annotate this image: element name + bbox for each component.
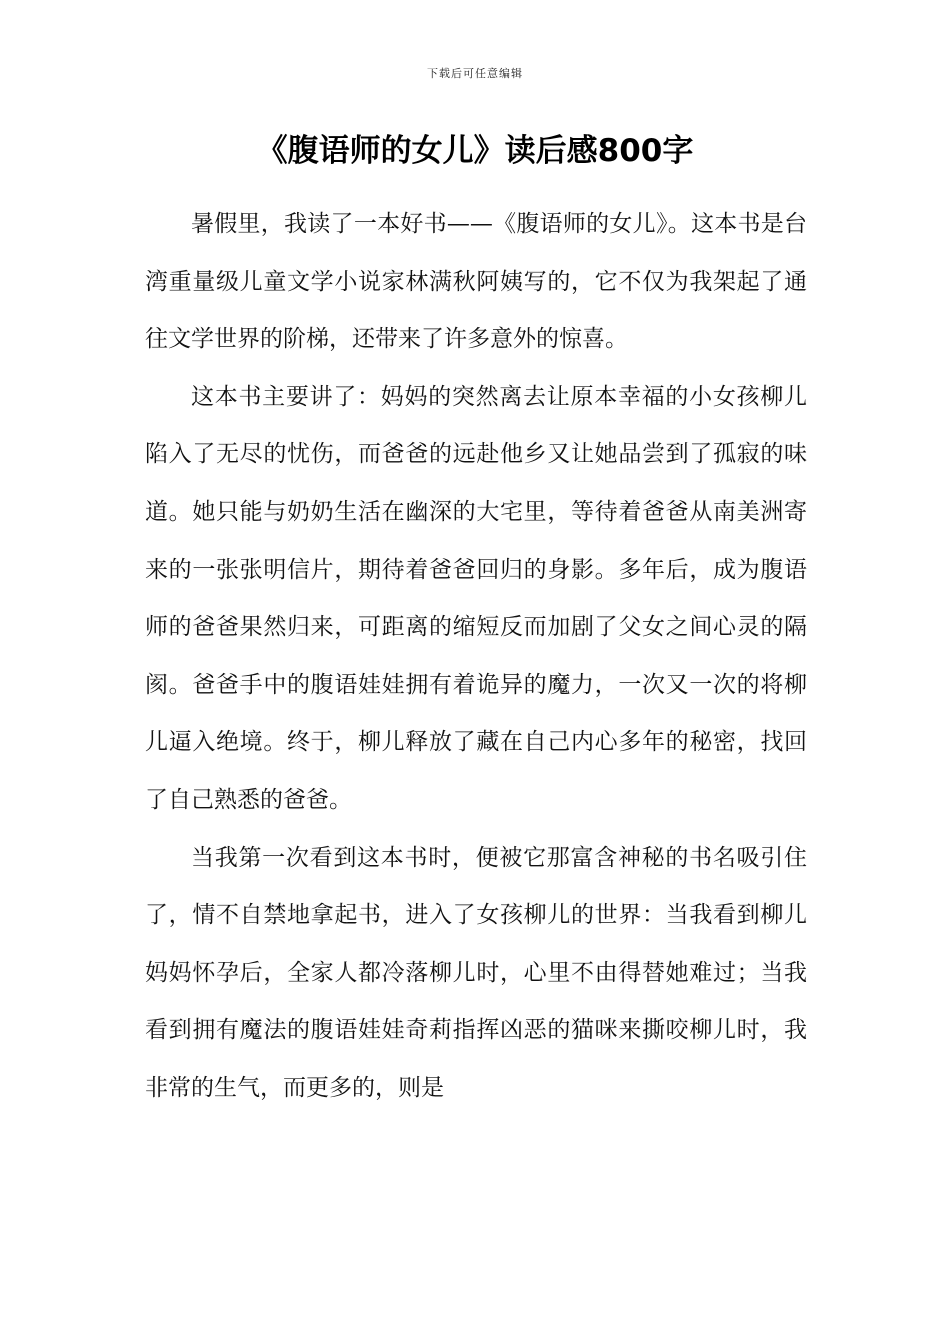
paragraph-3: 当我第一次看到这本书时，便被它那富含神秘的书名吸引住了，情不自禁地拿起书，进入了女孩柳儿的世界：当我看到柳儿妈妈怀孕后，全家人都冷落柳儿时，心里不由得替她难过；当我看到拥有魔法的腹语娃娃奇莉指挥凶恶的猫咪来撕咬柳儿时，我非常的生气，而更多的，则是 [145, 844, 807, 1101]
document-body [145, 196, 807, 1118]
paragraph-2: 这本书主要讲了：妈妈的突然离去让原本幸福的小女孩柳儿陷入了无尽的忧伤，而爸爸的远赴他乡又让她品尝到了孤寂的味道。她只能与奶奶生活在幽深的大宅里，等待着爸爸从南美洲寄来的一张张明信片，期待着爸爸回归的身影。多年后，成为腹语师的爸爸果然归来，可距离的缩短反而加剧了父女之间心灵的隔阂。爸爸手中的腹语娃娃拥有着诡异的魔力，一次又一次的将柳儿逼入绝境。终于，柳儿释放了藏在自己内心多年的秘密，找回了自己熟悉的爸爸。 [145, 383, 807, 813]
page-title: 《腹语师的女儿》读后感800字 [256, 133, 694, 169]
paragraph-1: 暑假里，我读了一本好书——《腹语师的女儿》。这本书是台湾重量级儿童文学小说家林满秋阿姨写的，它不仅为我架起了通往文学世界的阶梯，还带来了许多意外的惊喜。 [145, 211, 807, 353]
header-note: 下载后可任意编辑 [427, 67, 523, 80]
